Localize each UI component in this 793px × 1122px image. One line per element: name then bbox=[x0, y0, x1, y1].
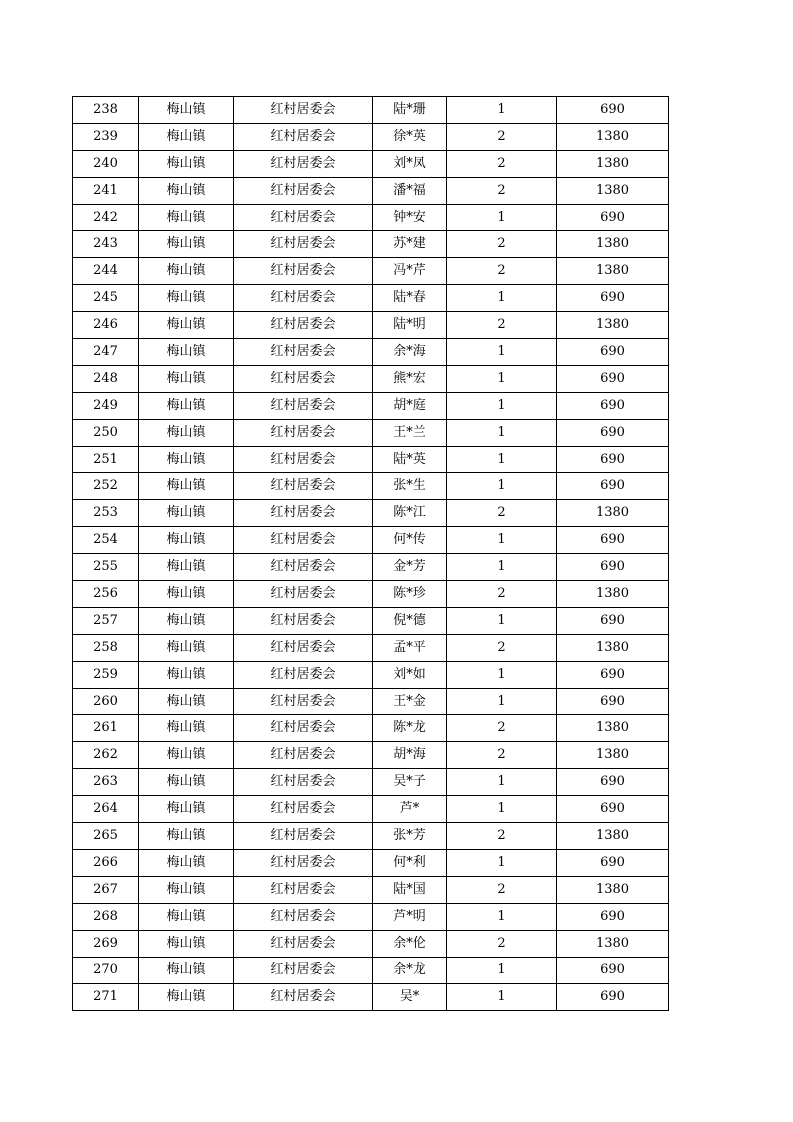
table-row bbox=[73, 688, 669, 715]
person-count-cell: 1 bbox=[447, 97, 557, 124]
town-cell: 梅山镇 bbox=[139, 661, 234, 688]
community-cell: 红村居委会 bbox=[234, 769, 373, 796]
amount-cell: 1380 bbox=[557, 823, 669, 850]
table-row bbox=[73, 312, 669, 339]
name-cell: 胡*海 bbox=[373, 742, 447, 769]
amount-cell: 690 bbox=[557, 285, 669, 312]
amount-cell: 690 bbox=[557, 392, 669, 419]
community-cell: 红村居委会 bbox=[234, 473, 373, 500]
table-row bbox=[73, 930, 669, 957]
person-count-cell: 2 bbox=[447, 150, 557, 177]
row-number-cell: 259 bbox=[73, 661, 139, 688]
amount-cell: 690 bbox=[557, 849, 669, 876]
town-cell: 梅山镇 bbox=[139, 769, 234, 796]
town-cell: 梅山镇 bbox=[139, 285, 234, 312]
table-row bbox=[73, 419, 669, 446]
community-cell: 红村居委会 bbox=[234, 204, 373, 231]
town-cell: 梅山镇 bbox=[139, 607, 234, 634]
person-count-cell: 2 bbox=[447, 177, 557, 204]
table-row bbox=[73, 500, 669, 527]
person-count-cell: 1 bbox=[447, 957, 557, 984]
name-cell: 刘*凤 bbox=[373, 150, 447, 177]
community-cell: 红村居委会 bbox=[234, 688, 373, 715]
community-cell: 红村居委会 bbox=[234, 258, 373, 285]
person-count-cell: 1 bbox=[447, 365, 557, 392]
community-cell: 红村居委会 bbox=[234, 715, 373, 742]
town-cell: 梅山镇 bbox=[139, 500, 234, 527]
name-cell: 潘*福 bbox=[373, 177, 447, 204]
community-cell: 红村居委会 bbox=[234, 957, 373, 984]
table-row bbox=[73, 823, 669, 850]
name-cell: 吴* bbox=[373, 984, 447, 1011]
person-count-cell: 2 bbox=[447, 823, 557, 850]
row-number-cell: 265 bbox=[73, 823, 139, 850]
person-count-cell: 2 bbox=[447, 312, 557, 339]
amount-cell: 690 bbox=[557, 339, 669, 366]
row-number-cell: 239 bbox=[73, 123, 139, 150]
row-number-cell: 238 bbox=[73, 97, 139, 124]
community-cell: 红村居委会 bbox=[234, 849, 373, 876]
name-cell: 倪*德 bbox=[373, 607, 447, 634]
amount-cell: 1380 bbox=[557, 312, 669, 339]
name-cell: 张*芳 bbox=[373, 823, 447, 850]
name-cell: 何*传 bbox=[373, 527, 447, 554]
community-cell: 红村居委会 bbox=[234, 97, 373, 124]
person-count-cell: 2 bbox=[447, 742, 557, 769]
person-count-cell: 2 bbox=[447, 930, 557, 957]
community-cell: 红村居委会 bbox=[234, 930, 373, 957]
town-cell: 梅山镇 bbox=[139, 876, 234, 903]
row-number-cell: 242 bbox=[73, 204, 139, 231]
table-row bbox=[73, 123, 669, 150]
amount-cell: 1380 bbox=[557, 231, 669, 258]
town-cell: 梅山镇 bbox=[139, 339, 234, 366]
town-cell: 梅山镇 bbox=[139, 581, 234, 608]
town-cell: 梅山镇 bbox=[139, 365, 234, 392]
row-number-cell: 250 bbox=[73, 419, 139, 446]
row-number-cell: 266 bbox=[73, 849, 139, 876]
name-cell: 陆*春 bbox=[373, 285, 447, 312]
community-cell: 红村居委会 bbox=[234, 312, 373, 339]
community-cell: 红村居委会 bbox=[234, 984, 373, 1011]
name-cell: 熊*宏 bbox=[373, 365, 447, 392]
table-row bbox=[73, 204, 669, 231]
town-cell: 梅山镇 bbox=[139, 554, 234, 581]
town-cell: 梅山镇 bbox=[139, 204, 234, 231]
town-cell: 梅山镇 bbox=[139, 231, 234, 258]
person-count-cell: 2 bbox=[447, 123, 557, 150]
person-count-cell: 1 bbox=[447, 903, 557, 930]
table-row bbox=[73, 957, 669, 984]
community-cell: 红村居委会 bbox=[234, 285, 373, 312]
name-cell: 陈*龙 bbox=[373, 715, 447, 742]
community-cell: 红村居委会 bbox=[234, 392, 373, 419]
row-number-cell: 260 bbox=[73, 688, 139, 715]
community-cell: 红村居委会 bbox=[234, 903, 373, 930]
row-number-cell: 271 bbox=[73, 984, 139, 1011]
name-cell: 陆*珊 bbox=[373, 97, 447, 124]
table-row bbox=[73, 607, 669, 634]
person-count-cell: 1 bbox=[447, 769, 557, 796]
table-row bbox=[73, 97, 669, 124]
table-row bbox=[73, 285, 669, 312]
community-cell: 红村居委会 bbox=[234, 446, 373, 473]
community-cell: 红村居委会 bbox=[234, 634, 373, 661]
person-count-cell: 1 bbox=[447, 554, 557, 581]
name-cell: 陈*珍 bbox=[373, 581, 447, 608]
person-count-cell: 1 bbox=[447, 339, 557, 366]
amount-cell: 1380 bbox=[557, 177, 669, 204]
amount-cell: 690 bbox=[557, 984, 669, 1011]
table-row bbox=[73, 634, 669, 661]
name-cell: 余*海 bbox=[373, 339, 447, 366]
person-count-cell: 1 bbox=[447, 392, 557, 419]
table-row bbox=[73, 392, 669, 419]
town-cell: 梅山镇 bbox=[139, 903, 234, 930]
row-number-cell: 258 bbox=[73, 634, 139, 661]
town-cell: 梅山镇 bbox=[139, 97, 234, 124]
person-count-cell: 2 bbox=[447, 715, 557, 742]
community-cell: 红村居委会 bbox=[234, 876, 373, 903]
person-count-cell: 1 bbox=[447, 419, 557, 446]
row-number-cell: 261 bbox=[73, 715, 139, 742]
name-cell: 吴*子 bbox=[373, 769, 447, 796]
name-cell: 芦*明 bbox=[373, 903, 447, 930]
row-number-cell: 257 bbox=[73, 607, 139, 634]
community-cell: 红村居委会 bbox=[234, 527, 373, 554]
person-count-cell: 1 bbox=[447, 849, 557, 876]
amount-cell: 1380 bbox=[557, 500, 669, 527]
person-count-cell: 1 bbox=[447, 796, 557, 823]
name-cell: 王*金 bbox=[373, 688, 447, 715]
table-row bbox=[73, 365, 669, 392]
table-body bbox=[73, 97, 669, 1011]
name-cell: 张*生 bbox=[373, 473, 447, 500]
amount-cell: 690 bbox=[557, 473, 669, 500]
community-cell: 红村居委会 bbox=[234, 231, 373, 258]
amount-cell: 1380 bbox=[557, 258, 669, 285]
table-row bbox=[73, 715, 669, 742]
table-row bbox=[73, 984, 669, 1011]
person-count-cell: 1 bbox=[447, 285, 557, 312]
name-cell: 冯*芹 bbox=[373, 258, 447, 285]
name-cell: 陈*江 bbox=[373, 500, 447, 527]
row-number-cell: 269 bbox=[73, 930, 139, 957]
amount-cell: 690 bbox=[557, 97, 669, 124]
town-cell: 梅山镇 bbox=[139, 177, 234, 204]
table-row bbox=[73, 554, 669, 581]
name-cell: 王*兰 bbox=[373, 419, 447, 446]
person-count-cell: 2 bbox=[447, 876, 557, 903]
community-cell: 红村居委会 bbox=[234, 500, 373, 527]
row-number-cell: 262 bbox=[73, 742, 139, 769]
row-number-cell: 245 bbox=[73, 285, 139, 312]
table-row bbox=[73, 231, 669, 258]
name-cell: 陆*明 bbox=[373, 312, 447, 339]
community-cell: 红村居委会 bbox=[234, 150, 373, 177]
row-number-cell: 240 bbox=[73, 150, 139, 177]
community-cell: 红村居委会 bbox=[234, 365, 373, 392]
person-count-cell: 1 bbox=[447, 661, 557, 688]
amount-cell: 690 bbox=[557, 365, 669, 392]
person-count-cell: 2 bbox=[447, 231, 557, 258]
community-cell: 红村居委会 bbox=[234, 177, 373, 204]
amount-cell: 1380 bbox=[557, 150, 669, 177]
amount-cell: 690 bbox=[557, 446, 669, 473]
row-number-cell: 263 bbox=[73, 769, 139, 796]
row-number-cell: 243 bbox=[73, 231, 139, 258]
community-cell: 红村居委会 bbox=[234, 554, 373, 581]
name-cell: 徐*英 bbox=[373, 123, 447, 150]
community-cell: 红村居委会 bbox=[234, 123, 373, 150]
row-number-cell: 251 bbox=[73, 446, 139, 473]
community-cell: 红村居委会 bbox=[234, 607, 373, 634]
person-count-cell: 2 bbox=[447, 500, 557, 527]
person-count-cell: 1 bbox=[447, 984, 557, 1011]
town-cell: 梅山镇 bbox=[139, 849, 234, 876]
amount-cell: 1380 bbox=[557, 715, 669, 742]
row-number-cell: 248 bbox=[73, 365, 139, 392]
name-cell: 何*利 bbox=[373, 849, 447, 876]
person-count-cell: 1 bbox=[447, 446, 557, 473]
row-number-cell: 268 bbox=[73, 903, 139, 930]
town-cell: 梅山镇 bbox=[139, 688, 234, 715]
town-cell: 梅山镇 bbox=[139, 150, 234, 177]
town-cell: 梅山镇 bbox=[139, 823, 234, 850]
town-cell: 梅山镇 bbox=[139, 258, 234, 285]
town-cell: 梅山镇 bbox=[139, 123, 234, 150]
community-cell: 红村居委会 bbox=[234, 661, 373, 688]
name-cell: 陆*国 bbox=[373, 876, 447, 903]
town-cell: 梅山镇 bbox=[139, 957, 234, 984]
community-cell: 红村居委会 bbox=[234, 339, 373, 366]
table-row bbox=[73, 150, 669, 177]
town-cell: 梅山镇 bbox=[139, 634, 234, 661]
row-number-cell: 244 bbox=[73, 258, 139, 285]
name-cell: 陆*英 bbox=[373, 446, 447, 473]
town-cell: 梅山镇 bbox=[139, 473, 234, 500]
amount-cell: 1380 bbox=[557, 634, 669, 661]
amount-cell: 690 bbox=[557, 661, 669, 688]
row-number-cell: 270 bbox=[73, 957, 139, 984]
name-cell: 金*芳 bbox=[373, 554, 447, 581]
name-cell: 苏*建 bbox=[373, 231, 447, 258]
table-row bbox=[73, 742, 669, 769]
amount-cell: 1380 bbox=[557, 876, 669, 903]
row-number-cell: 255 bbox=[73, 554, 139, 581]
name-cell: 余*龙 bbox=[373, 957, 447, 984]
person-count-cell: 1 bbox=[447, 688, 557, 715]
table-row bbox=[73, 527, 669, 554]
person-count-cell: 1 bbox=[447, 607, 557, 634]
town-cell: 梅山镇 bbox=[139, 742, 234, 769]
town-cell: 梅山镇 bbox=[139, 715, 234, 742]
person-count-cell: 2 bbox=[447, 258, 557, 285]
amount-cell: 690 bbox=[557, 527, 669, 554]
name-cell: 胡*庭 bbox=[373, 392, 447, 419]
amount-cell: 1380 bbox=[557, 930, 669, 957]
community-cell: 红村居委会 bbox=[234, 581, 373, 608]
table-row bbox=[73, 473, 669, 500]
community-cell: 红村居委会 bbox=[234, 796, 373, 823]
row-number-cell: 267 bbox=[73, 876, 139, 903]
row-number-cell: 241 bbox=[73, 177, 139, 204]
amount-cell: 690 bbox=[557, 204, 669, 231]
row-number-cell: 264 bbox=[73, 796, 139, 823]
amount-cell: 690 bbox=[557, 688, 669, 715]
row-number-cell: 249 bbox=[73, 392, 139, 419]
table-row bbox=[73, 903, 669, 930]
name-cell: 芦* bbox=[373, 796, 447, 823]
subsidy-table bbox=[72, 96, 669, 1011]
table-row bbox=[73, 876, 669, 903]
name-cell: 孟*平 bbox=[373, 634, 447, 661]
amount-cell: 690 bbox=[557, 903, 669, 930]
name-cell: 钟*安 bbox=[373, 204, 447, 231]
town-cell: 梅山镇 bbox=[139, 930, 234, 957]
row-number-cell: 256 bbox=[73, 581, 139, 608]
amount-cell: 690 bbox=[557, 957, 669, 984]
row-number-cell: 252 bbox=[73, 473, 139, 500]
amount-cell: 690 bbox=[557, 796, 669, 823]
table-row bbox=[73, 446, 669, 473]
table-row bbox=[73, 769, 669, 796]
amount-cell: 690 bbox=[557, 419, 669, 446]
name-cell: 刘*如 bbox=[373, 661, 447, 688]
table-row bbox=[73, 581, 669, 608]
table-row bbox=[73, 339, 669, 366]
amount-cell: 690 bbox=[557, 607, 669, 634]
town-cell: 梅山镇 bbox=[139, 392, 234, 419]
table-row bbox=[73, 258, 669, 285]
person-count-cell: 1 bbox=[447, 527, 557, 554]
table-row bbox=[73, 849, 669, 876]
town-cell: 梅山镇 bbox=[139, 796, 234, 823]
person-count-cell: 2 bbox=[447, 581, 557, 608]
amount-cell: 1380 bbox=[557, 123, 669, 150]
table-row bbox=[73, 661, 669, 688]
row-number-cell: 254 bbox=[73, 527, 139, 554]
town-cell: 梅山镇 bbox=[139, 419, 234, 446]
row-number-cell: 247 bbox=[73, 339, 139, 366]
name-cell: 余*伦 bbox=[373, 930, 447, 957]
person-count-cell: 1 bbox=[447, 473, 557, 500]
amount-cell: 1380 bbox=[557, 581, 669, 608]
amount-cell: 690 bbox=[557, 769, 669, 796]
town-cell: 梅山镇 bbox=[139, 527, 234, 554]
table-row bbox=[73, 796, 669, 823]
table-row bbox=[73, 177, 669, 204]
row-number-cell: 253 bbox=[73, 500, 139, 527]
person-count-cell: 2 bbox=[447, 634, 557, 661]
amount-cell: 1380 bbox=[557, 742, 669, 769]
community-cell: 红村居委会 bbox=[234, 823, 373, 850]
amount-cell: 690 bbox=[557, 554, 669, 581]
town-cell: 梅山镇 bbox=[139, 984, 234, 1011]
row-number-cell: 246 bbox=[73, 312, 139, 339]
town-cell: 梅山镇 bbox=[139, 446, 234, 473]
town-cell: 梅山镇 bbox=[139, 312, 234, 339]
community-cell: 红村居委会 bbox=[234, 742, 373, 769]
community-cell: 红村居委会 bbox=[234, 419, 373, 446]
person-count-cell: 1 bbox=[447, 204, 557, 231]
